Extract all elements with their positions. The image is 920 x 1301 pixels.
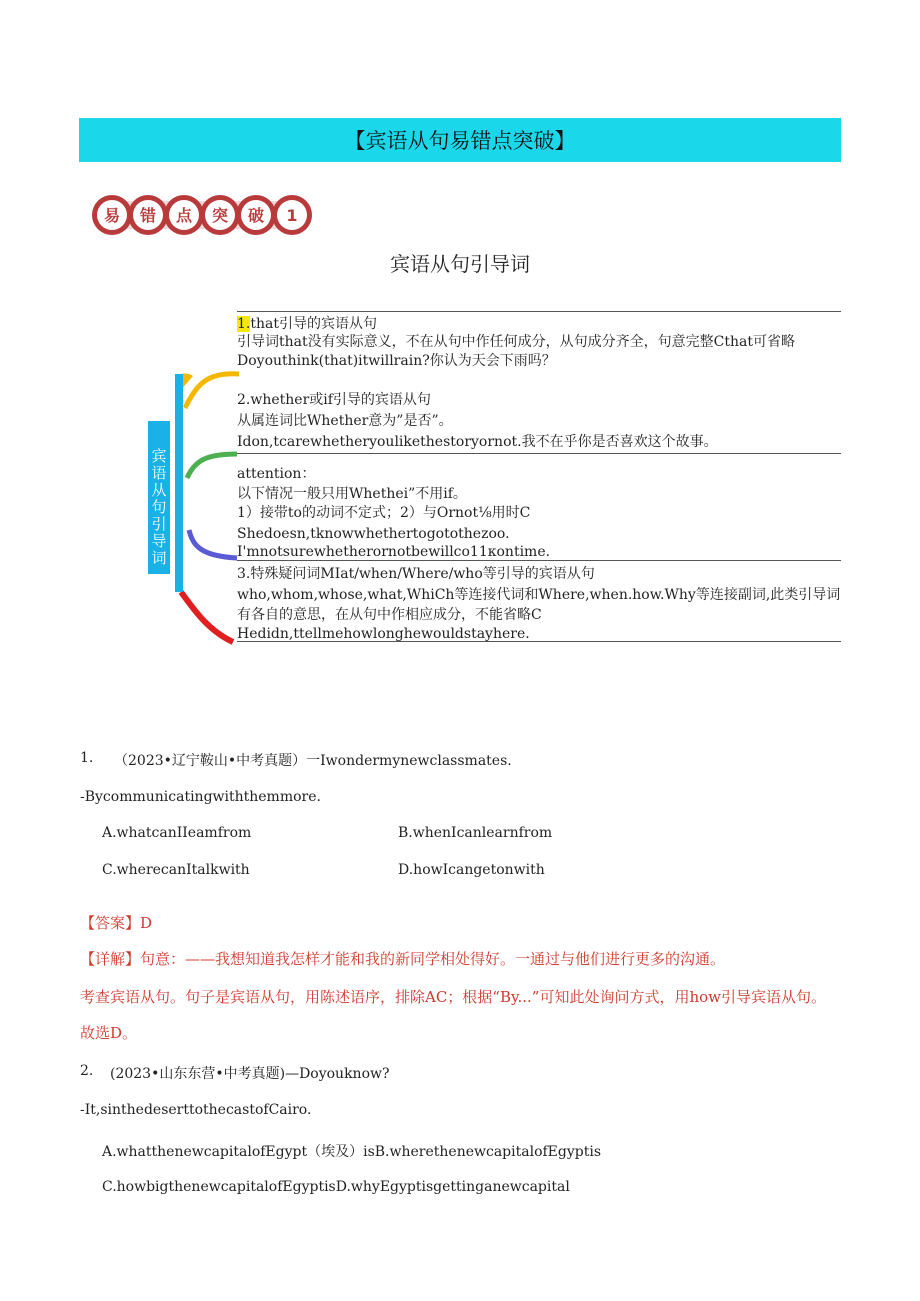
branch-1-curve bbox=[185, 374, 239, 408]
branch-1-number: 1. bbox=[237, 316, 251, 332]
badge-error-point-1 bbox=[88, 192, 316, 238]
badge-char: 易 bbox=[103, 206, 121, 225]
q2-reply: -It,sinthedeserttothecastofCairo. bbox=[80, 1102, 312, 1118]
q1-option-a: A.whatcanIIeamfrom bbox=[102, 825, 252, 841]
divider bbox=[237, 311, 841, 312]
badge-char: 破 bbox=[247, 206, 265, 225]
q1-option-d: D.howIcangetonwith bbox=[398, 862, 545, 878]
q2-number: 2. bbox=[80, 1063, 94, 1079]
badge-char: 1 bbox=[286, 206, 298, 225]
branch-1-title: 1.that引导的宾语从句 bbox=[237, 316, 377, 332]
branch-3-line: 有各自的意思，在从句中作相应成分，不能省略C bbox=[237, 607, 542, 623]
q1-stem: （2023•辽宁鞍山•中考真题）一Iwondermynewclassmates. bbox=[114, 753, 512, 769]
divider bbox=[237, 453, 841, 454]
branch-2-curve bbox=[187, 454, 237, 478]
q2-stem: (2023•山东东营•中考真题)—Doyouknow? bbox=[110, 1066, 390, 1082]
branch-3-line: who,whom,whose,what,WhiCh等连接代词和Where,when.how.Why等连接副词,此类引导词 bbox=[237, 587, 841, 603]
banner-title: 【宾语从句易错点突破】 bbox=[344, 129, 576, 153]
badge-char: 错 bbox=[139, 206, 157, 225]
branch-3-example: Hedidn,ttellmehowlonghewouldstayhere. bbox=[237, 626, 530, 642]
q1-detail: 故选D。 bbox=[80, 1024, 138, 1042]
attention-line: 以下情况一般只用Whethei”不用if。 bbox=[237, 486, 467, 502]
branch-3-title: 3.特殊疑问词MIat/when/Where/who等引导的宾语从句 bbox=[237, 566, 595, 582]
attention-line: 1）接带to的动词不定式；2）与Ornot⅛用时C bbox=[237, 505, 531, 521]
q1-option-b: B.whenIcanlearnfrom bbox=[398, 825, 553, 841]
badge-char: 点 bbox=[175, 206, 193, 225]
branch-2-title: 2.whether或if引导的宾语从句 bbox=[237, 392, 431, 408]
mindmap-center-label: 宾语从句引导词 bbox=[151, 447, 167, 567]
attention-example: I'mnotsurewhetherornotbewillco11κontime. bbox=[237, 544, 551, 560]
section-subtitle: 宾语从句引导词 bbox=[390, 252, 530, 276]
q1-detail: 【详解】句意：——我想知道我怎样才能和我的新同学相处得好。一通过与他们进行更多的沟通。 bbox=[80, 950, 726, 968]
q2-options-cd: C.howbigthenewcapitalofEgyptisD.whyEgyptisgettinganewcapital bbox=[102, 1179, 570, 1195]
section-banner bbox=[79, 118, 841, 162]
branch-4-curve bbox=[181, 592, 233, 642]
branch-2-example: Idon,tcarewhetheryoulikethestoryornot.我不在乎你是否喜欢这个故事。 bbox=[237, 434, 718, 450]
badge-char: 突 bbox=[211, 206, 229, 225]
branch-1-line: 引导词that没有实际意义，不在从句中作任何成分，从句成分齐全，句意完整Cthat可省略 bbox=[237, 334, 795, 350]
attention-title: attention： bbox=[237, 466, 316, 482]
branch-1-example: Doyouthink(that)itwillrain?你认为天会下雨吗？ bbox=[237, 353, 556, 369]
q1-option-c: C.wherecanItalkwith bbox=[102, 862, 250, 878]
mindmap bbox=[145, 308, 845, 648]
branch-2-line: 从属连词比Whether意为”是否”。 bbox=[237, 413, 453, 429]
q1-reply: -Bycommunicatingwiththemmore. bbox=[80, 789, 321, 805]
q1-answer: 【答案】D bbox=[80, 914, 153, 932]
q1-number: 1. bbox=[80, 750, 94, 766]
q2-options-ab: A.whatthenewcapitalofEgypt（埃及）isB.wherethenewcapitalofEgyptis bbox=[102, 1144, 602, 1160]
branch-3-curve bbox=[189, 530, 237, 558]
q1-detail: 考查宾语从句。句子是宾语从句，用陈述语序，排除AC；根据“By...”可知此处询问方式，用how引导宾语从句。 bbox=[80, 988, 826, 1006]
attention-example: Shedoesn,tknowwhethertogotothezoo. bbox=[237, 526, 510, 542]
